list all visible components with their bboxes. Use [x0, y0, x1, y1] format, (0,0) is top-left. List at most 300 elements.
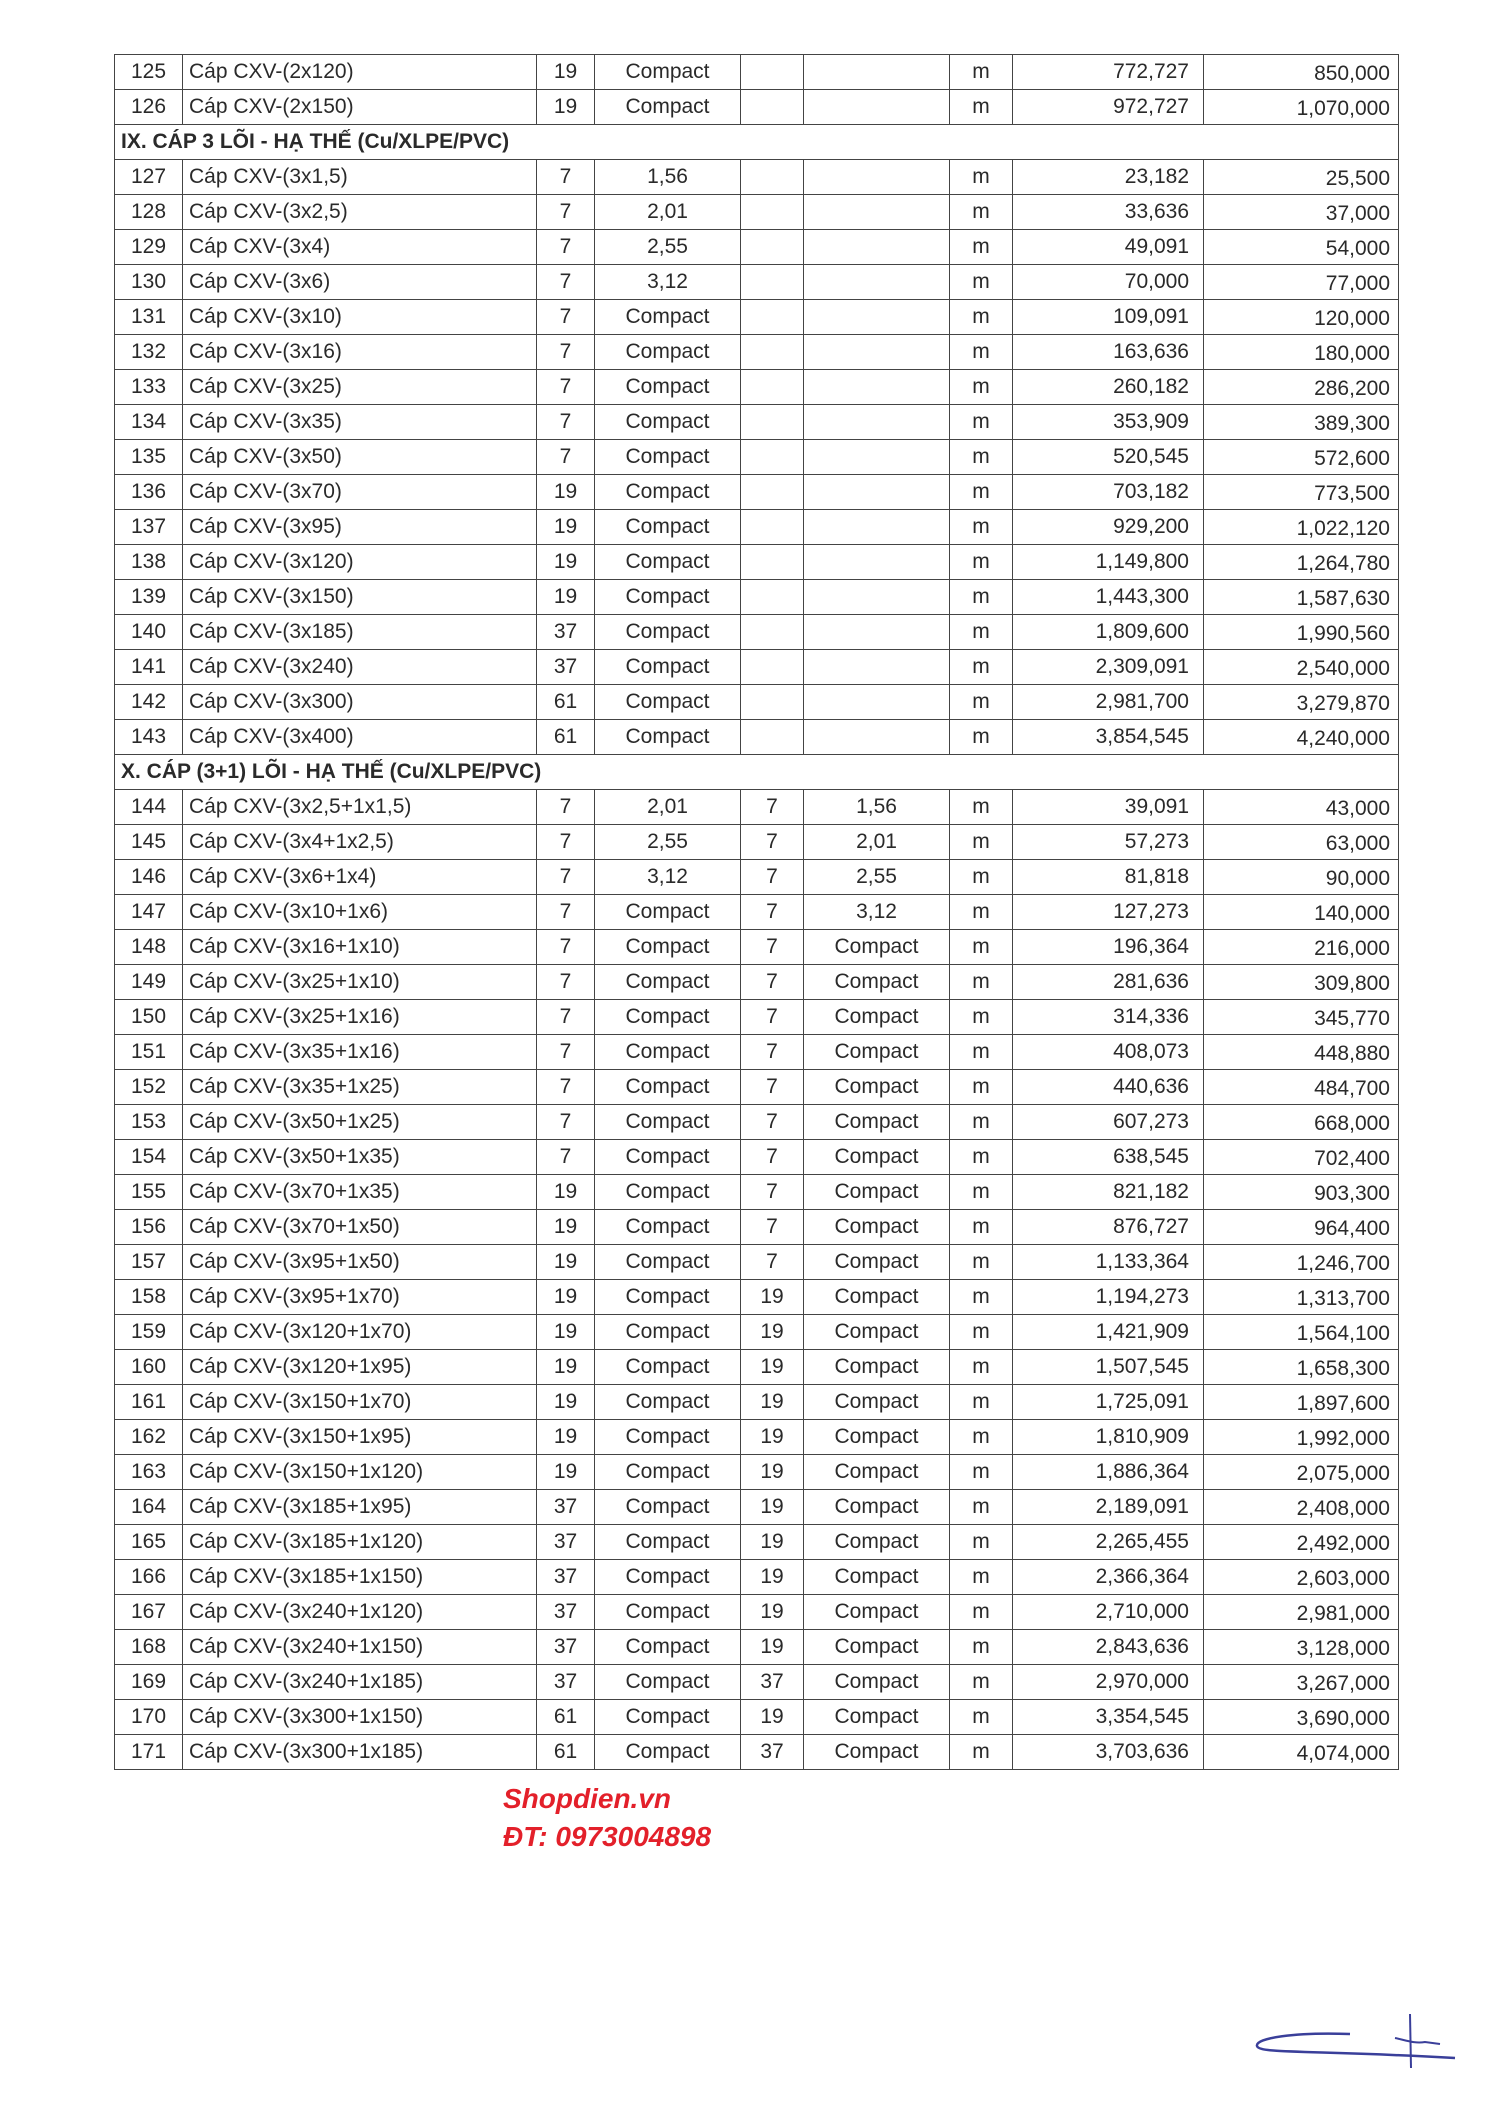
product-name: Cáp CXV-(3x10) [183, 300, 537, 335]
table-row [115, 1490, 1399, 1525]
price-before-tax: 876,727 [1013, 1210, 1204, 1245]
product-name: Cáp CXV-(3x50) [183, 440, 537, 475]
product-name: Cáp CXV-(3x4) [183, 230, 537, 265]
table-row [115, 1350, 1399, 1385]
core-count-phase: 19 [537, 1245, 595, 1280]
price-after-tax: 90,000 [1204, 860, 1399, 895]
unit: m [950, 1455, 1013, 1490]
conductor-size-phase: Compact [595, 965, 741, 1000]
conductor-size-neutral [804, 335, 950, 370]
conductor-size-phase: 2,01 [595, 195, 741, 230]
conductor-size-neutral [804, 195, 950, 230]
conductor-size-neutral: Compact [804, 1385, 950, 1420]
price-after-tax: 120,000 [1204, 300, 1399, 335]
conductor-size-phase: 2,01 [595, 790, 741, 825]
unit: m [950, 55, 1013, 90]
price-before-tax: 3,703,636 [1013, 1735, 1204, 1770]
core-count-phase: 37 [537, 1490, 595, 1525]
core-count-phase: 19 [537, 55, 595, 90]
table-row [115, 1210, 1399, 1245]
document-body [114, 54, 1398, 1856]
conductor-size-neutral [804, 475, 950, 510]
unit: m [950, 265, 1013, 300]
conductor-size-neutral: Compact [804, 1245, 950, 1280]
conductor-size-phase: Compact [595, 1665, 741, 1700]
row-number: 138 [115, 545, 183, 580]
unit: m [950, 650, 1013, 685]
conductor-size-phase: Compact [595, 475, 741, 510]
conductor-size-neutral: Compact [804, 1735, 950, 1770]
conductor-size-phase: Compact [595, 1595, 741, 1630]
price-before-tax: 2,843,636 [1013, 1630, 1204, 1665]
table-row [115, 1455, 1399, 1490]
row-number: 167 [115, 1595, 183, 1630]
core-count-neutral: 19 [741, 1315, 804, 1350]
price-before-tax: 49,091 [1013, 230, 1204, 265]
row-number: 162 [115, 1420, 183, 1455]
shop-name: Shopdien.vn [503, 1783, 671, 1814]
conductor-size-phase: Compact [595, 300, 741, 335]
table-row [115, 1000, 1399, 1035]
unit: m [950, 1630, 1013, 1665]
unit: m [950, 1525, 1013, 1560]
unit: m [950, 1385, 1013, 1420]
row-number: 156 [115, 1210, 183, 1245]
table-row [115, 1735, 1399, 1770]
table-row [115, 55, 1399, 90]
price-after-tax: 389,300 [1204, 405, 1399, 440]
price-after-tax: 1,264,780 [1204, 545, 1399, 580]
core-count-neutral [741, 720, 804, 755]
core-count-phase: 19 [537, 1315, 595, 1350]
price-after-tax: 3,279,870 [1204, 685, 1399, 720]
price-before-tax: 821,182 [1013, 1175, 1204, 1210]
price-before-tax: 57,273 [1013, 825, 1204, 860]
conductor-size-phase: Compact [595, 1315, 741, 1350]
core-count-phase: 7 [537, 370, 595, 405]
product-name: Cáp CXV-(3x400) [183, 720, 537, 755]
table-row [115, 1385, 1399, 1420]
core-count-neutral [741, 230, 804, 265]
row-number: 130 [115, 265, 183, 300]
price-after-tax: 37,000 [1204, 195, 1399, 230]
conductor-size-neutral [804, 160, 950, 195]
product-name: Cáp CXV-(3x16) [183, 335, 537, 370]
conductor-size-phase: Compact [595, 335, 741, 370]
core-count-phase: 7 [537, 440, 595, 475]
core-count-phase: 7 [537, 790, 595, 825]
product-name: Cáp CXV-(3x25+1x16) [183, 1000, 537, 1035]
conductor-size-neutral: Compact [804, 1105, 950, 1140]
product-name: Cáp CXV-(3x16+1x10) [183, 930, 537, 965]
product-name: Cáp CXV-(3x70+1x50) [183, 1210, 537, 1245]
conductor-size-neutral [804, 265, 950, 300]
unit: m [950, 1595, 1013, 1630]
product-name: Cáp CXV-(3x35+1x25) [183, 1070, 537, 1105]
conductor-size-neutral [804, 510, 950, 545]
product-name: Cáp CXV-(3x150+1x70) [183, 1385, 537, 1420]
product-name: Cáp CXV-(3x35+1x16) [183, 1035, 537, 1070]
conductor-size-neutral: Compact [804, 1700, 950, 1735]
conductor-size-neutral [804, 615, 950, 650]
unit: m [950, 825, 1013, 860]
core-count-neutral: 37 [741, 1735, 804, 1770]
product-name: Cáp CXV-(3x185+1x120) [183, 1525, 537, 1560]
table-row [115, 580, 1399, 615]
core-count-phase: 19 [537, 1455, 595, 1490]
price-before-tax: 353,909 [1013, 405, 1204, 440]
price-after-tax: 77,000 [1204, 265, 1399, 300]
conductor-size-neutral: Compact [804, 1525, 950, 1560]
core-count-neutral: 19 [741, 1455, 804, 1490]
row-number: 153 [115, 1105, 183, 1140]
row-number: 150 [115, 1000, 183, 1035]
price-before-tax: 23,182 [1013, 160, 1204, 195]
core-count-phase: 7 [537, 195, 595, 230]
conductor-size-neutral: Compact [804, 1455, 950, 1490]
core-count-neutral: 19 [741, 1490, 804, 1525]
conductor-size-phase: Compact [595, 90, 741, 125]
conductor-size-neutral: Compact [804, 1630, 950, 1665]
product-name: Cáp CXV-(3x150+1x95) [183, 1420, 537, 1455]
row-number: 140 [115, 615, 183, 650]
price-before-tax: 440,636 [1013, 1070, 1204, 1105]
product-name: Cáp CXV-(3x185) [183, 615, 537, 650]
product-name: Cáp CXV-(3x35) [183, 405, 537, 440]
conductor-size-phase: Compact [595, 1070, 741, 1105]
conductor-size-neutral [804, 90, 950, 125]
core-count-phase: 19 [537, 545, 595, 580]
conductor-size-phase: Compact [595, 1280, 741, 1315]
core-count-neutral: 7 [741, 1175, 804, 1210]
core-count-phase: 61 [537, 1735, 595, 1770]
table-row [115, 265, 1399, 300]
price-before-tax: 1,149,800 [1013, 545, 1204, 580]
price-after-tax: 702,400 [1204, 1140, 1399, 1175]
conductor-size-phase: Compact [595, 1210, 741, 1245]
table-row [115, 1630, 1399, 1665]
core-count-phase: 7 [537, 265, 595, 300]
unit: m [950, 545, 1013, 580]
price-before-tax: 703,182 [1013, 475, 1204, 510]
price-before-tax: 638,545 [1013, 1140, 1204, 1175]
core-count-neutral: 19 [741, 1385, 804, 1420]
price-after-tax: 2,603,000 [1204, 1560, 1399, 1595]
product-name: Cáp CXV-(3x50+1x25) [183, 1105, 537, 1140]
core-count-neutral: 19 [741, 1595, 804, 1630]
conductor-size-phase: Compact [595, 1105, 741, 1140]
price-after-tax: 3,267,000 [1204, 1665, 1399, 1700]
price-after-tax: 668,000 [1204, 1105, 1399, 1140]
price-after-tax: 1,564,100 [1204, 1315, 1399, 1350]
conductor-size-neutral [804, 650, 950, 685]
price-after-tax: 309,800 [1204, 965, 1399, 1000]
conductor-size-phase: Compact [595, 1455, 741, 1490]
row-number: 166 [115, 1560, 183, 1595]
price-after-tax: 140,000 [1204, 895, 1399, 930]
table-row [115, 1105, 1399, 1140]
table-row [115, 965, 1399, 1000]
price-after-tax: 964,400 [1204, 1210, 1399, 1245]
price-after-tax: 2,408,000 [1204, 1490, 1399, 1525]
table-row [115, 510, 1399, 545]
conductor-size-phase: Compact [595, 1035, 741, 1070]
conductor-size-phase: Compact [595, 580, 741, 615]
price-before-tax: 1,809,600 [1013, 615, 1204, 650]
row-number: 128 [115, 195, 183, 230]
shop-phone: ĐT: 0973004898 [503, 1821, 712, 1852]
core-count-phase: 19 [537, 475, 595, 510]
row-number: 132 [115, 335, 183, 370]
unit: m [950, 1035, 1013, 1070]
conductor-size-neutral: Compact [804, 1035, 950, 1070]
price-before-tax: 1,507,545 [1013, 1350, 1204, 1385]
core-count-phase: 7 [537, 1000, 595, 1035]
product-name: Cáp CXV-(3x95) [183, 510, 537, 545]
conductor-size-phase: Compact [595, 1700, 741, 1735]
price-before-tax: 196,364 [1013, 930, 1204, 965]
product-name: Cáp CXV-(3x150) [183, 580, 537, 615]
conductor-size-phase: Compact [595, 720, 741, 755]
core-count-phase: 7 [537, 965, 595, 1000]
price-after-tax: 2,981,000 [1204, 1595, 1399, 1630]
core-count-neutral [741, 370, 804, 405]
core-count-neutral: 37 [741, 1665, 804, 1700]
conductor-size-phase: Compact [595, 1245, 741, 1280]
price-after-tax: 345,770 [1204, 1000, 1399, 1035]
core-count-neutral [741, 615, 804, 650]
row-number: 159 [115, 1315, 183, 1350]
row-number: 165 [115, 1525, 183, 1560]
core-count-neutral [741, 545, 804, 580]
conductor-size-neutral: Compact [804, 1595, 950, 1630]
table-row [115, 1665, 1399, 1700]
product-name: Cáp CXV-(3x185+1x150) [183, 1560, 537, 1595]
core-count-neutral [741, 335, 804, 370]
price-before-tax: 260,182 [1013, 370, 1204, 405]
price-after-tax: 484,700 [1204, 1070, 1399, 1105]
conductor-size-phase: Compact [595, 1735, 741, 1770]
price-before-tax: 2,970,000 [1013, 1665, 1204, 1700]
row-number: 161 [115, 1385, 183, 1420]
core-count-neutral: 7 [741, 1245, 804, 1280]
price-before-tax: 520,545 [1013, 440, 1204, 475]
core-count-neutral [741, 475, 804, 510]
price-before-tax: 70,000 [1013, 265, 1204, 300]
price-after-tax: 2,540,000 [1204, 650, 1399, 685]
conductor-size-neutral: Compact [804, 965, 950, 1000]
conductor-size-phase: Compact [595, 370, 741, 405]
unit: m [950, 370, 1013, 405]
row-number: 154 [115, 1140, 183, 1175]
unit: m [950, 1350, 1013, 1385]
unit: m [950, 510, 1013, 545]
price-before-tax: 3,354,545 [1013, 1700, 1204, 1735]
core-count-phase: 61 [537, 685, 595, 720]
table-row [115, 545, 1399, 580]
table-row [115, 615, 1399, 650]
price-before-tax: 127,273 [1013, 895, 1204, 930]
conductor-size-neutral [804, 685, 950, 720]
conductor-size-neutral: 2,55 [804, 860, 950, 895]
price-after-tax: 63,000 [1204, 825, 1399, 860]
core-count-neutral [741, 265, 804, 300]
price-after-tax: 448,880 [1204, 1035, 1399, 1070]
price-before-tax: 972,727 [1013, 90, 1204, 125]
unit: m [950, 1490, 1013, 1525]
core-count-phase: 61 [537, 720, 595, 755]
unit: m [950, 720, 1013, 755]
unit: m [950, 1070, 1013, 1105]
row-number: 127 [115, 160, 183, 195]
unit: m [950, 930, 1013, 965]
price-before-tax: 1,725,091 [1013, 1385, 1204, 1420]
row-number: 158 [115, 1280, 183, 1315]
table-row [115, 160, 1399, 195]
price-before-tax: 163,636 [1013, 335, 1204, 370]
conductor-size-neutral: Compact [804, 1210, 950, 1245]
row-number: 145 [115, 825, 183, 860]
row-number: 142 [115, 685, 183, 720]
core-count-neutral [741, 195, 804, 230]
product-name: Cáp CXV-(3x300+1x185) [183, 1735, 537, 1770]
row-number: 143 [115, 720, 183, 755]
section-title: IX. CÁP 3 LÕI - HẠ THẾ (Cu/XLPE/PVC) [115, 125, 1399, 160]
section-header-row [115, 755, 1399, 790]
row-number: 169 [115, 1665, 183, 1700]
price-after-tax: 286,200 [1204, 370, 1399, 405]
table-row [115, 825, 1399, 860]
core-count-phase: 19 [537, 1350, 595, 1385]
core-count-phase: 19 [537, 1210, 595, 1245]
core-count-phase: 19 [537, 1280, 595, 1315]
conductor-size-phase: Compact [595, 1350, 741, 1385]
row-number: 147 [115, 895, 183, 930]
price-after-tax: 1,313,700 [1204, 1280, 1399, 1315]
price-after-tax: 1,587,630 [1204, 580, 1399, 615]
price-after-tax: 1,246,700 [1204, 1245, 1399, 1280]
core-count-neutral: 7 [741, 930, 804, 965]
unit: m [950, 1140, 1013, 1175]
core-count-phase: 19 [537, 90, 595, 125]
core-count-phase: 37 [537, 1665, 595, 1700]
price-before-tax: 109,091 [1013, 300, 1204, 335]
core-count-phase: 7 [537, 230, 595, 265]
core-count-neutral: 7 [741, 895, 804, 930]
core-count-phase: 7 [537, 895, 595, 930]
core-count-phase: 7 [537, 335, 595, 370]
core-count-neutral [741, 300, 804, 335]
unit: m [950, 580, 1013, 615]
unit: m [950, 1700, 1013, 1735]
core-count-phase: 37 [537, 1525, 595, 1560]
conductor-size-phase: Compact [595, 1490, 741, 1525]
row-number: 135 [115, 440, 183, 475]
table-row [115, 1280, 1399, 1315]
price-after-tax: 4,240,000 [1204, 720, 1399, 755]
product-name: Cáp CXV-(3x50+1x35) [183, 1140, 537, 1175]
product-name: Cáp CXV-(3x120+1x70) [183, 1315, 537, 1350]
conductor-size-phase: Compact [595, 1630, 741, 1665]
conductor-size-phase: 2,55 [595, 230, 741, 265]
core-count-phase: 7 [537, 405, 595, 440]
core-count-neutral: 7 [741, 1070, 804, 1105]
price-after-tax: 1,992,000 [1204, 1420, 1399, 1455]
core-count-phase: 7 [537, 160, 595, 195]
unit: m [950, 1280, 1013, 1315]
conductor-size-phase: Compact [595, 1175, 741, 1210]
price-before-tax: 1,443,300 [1013, 580, 1204, 615]
unit: m [950, 615, 1013, 650]
conductor-size-neutral: Compact [804, 1350, 950, 1385]
conductor-size-phase: 3,12 [595, 860, 741, 895]
unit: m [950, 965, 1013, 1000]
price-after-tax: 1,990,560 [1204, 615, 1399, 650]
price-after-tax: 2,492,000 [1204, 1525, 1399, 1560]
price-before-tax: 3,854,545 [1013, 720, 1204, 755]
price-before-tax: 2,309,091 [1013, 650, 1204, 685]
conductor-size-neutral [804, 370, 950, 405]
signature-icon [1255, 2010, 1465, 2070]
table-row [115, 895, 1399, 930]
table-row [115, 650, 1399, 685]
core-count-neutral: 19 [741, 1700, 804, 1735]
table-row [115, 370, 1399, 405]
table-row [115, 790, 1399, 825]
price-before-tax: 81,818 [1013, 860, 1204, 895]
table-row [115, 1560, 1399, 1595]
table-row [115, 1525, 1399, 1560]
table-row [115, 1315, 1399, 1350]
conductor-size-phase: Compact [595, 1560, 741, 1595]
core-count-phase: 61 [537, 1700, 595, 1735]
conductor-size-phase: Compact [595, 685, 741, 720]
row-number: 134 [115, 405, 183, 440]
unit: m [950, 440, 1013, 475]
table-row [115, 1035, 1399, 1070]
product-name: Cáp CXV-(3x6+1x4) [183, 860, 537, 895]
price-after-tax: 1,658,300 [1204, 1350, 1399, 1385]
row-number: 151 [115, 1035, 183, 1070]
core-count-neutral: 7 [741, 1105, 804, 1140]
core-count-neutral: 7 [741, 825, 804, 860]
unit: m [950, 1420, 1013, 1455]
conductor-size-neutral [804, 300, 950, 335]
table-row [115, 1420, 1399, 1455]
conductor-size-phase: Compact [595, 650, 741, 685]
product-name: Cáp CXV-(3x25) [183, 370, 537, 405]
price-after-tax: 1,897,600 [1204, 1385, 1399, 1420]
unit: m [950, 1105, 1013, 1140]
core-count-neutral: 7 [741, 965, 804, 1000]
conductor-size-neutral [804, 405, 950, 440]
core-count-neutral [741, 55, 804, 90]
core-count-phase: 37 [537, 650, 595, 685]
core-count-neutral: 19 [741, 1560, 804, 1595]
conductor-size-phase: Compact [595, 895, 741, 930]
section-header-row [115, 125, 1399, 160]
price-after-tax: 2,075,000 [1204, 1455, 1399, 1490]
price-before-tax: 33,636 [1013, 195, 1204, 230]
conductor-size-neutral: Compact [804, 1560, 950, 1595]
core-count-phase: 19 [537, 1385, 595, 1420]
table-row [115, 685, 1399, 720]
row-number: 141 [115, 650, 183, 685]
price-after-tax: 25,500 [1204, 160, 1399, 195]
conductor-size-neutral: Compact [804, 930, 950, 965]
product-name: Cáp CXV-(3x10+1x6) [183, 895, 537, 930]
core-count-neutral [741, 440, 804, 475]
